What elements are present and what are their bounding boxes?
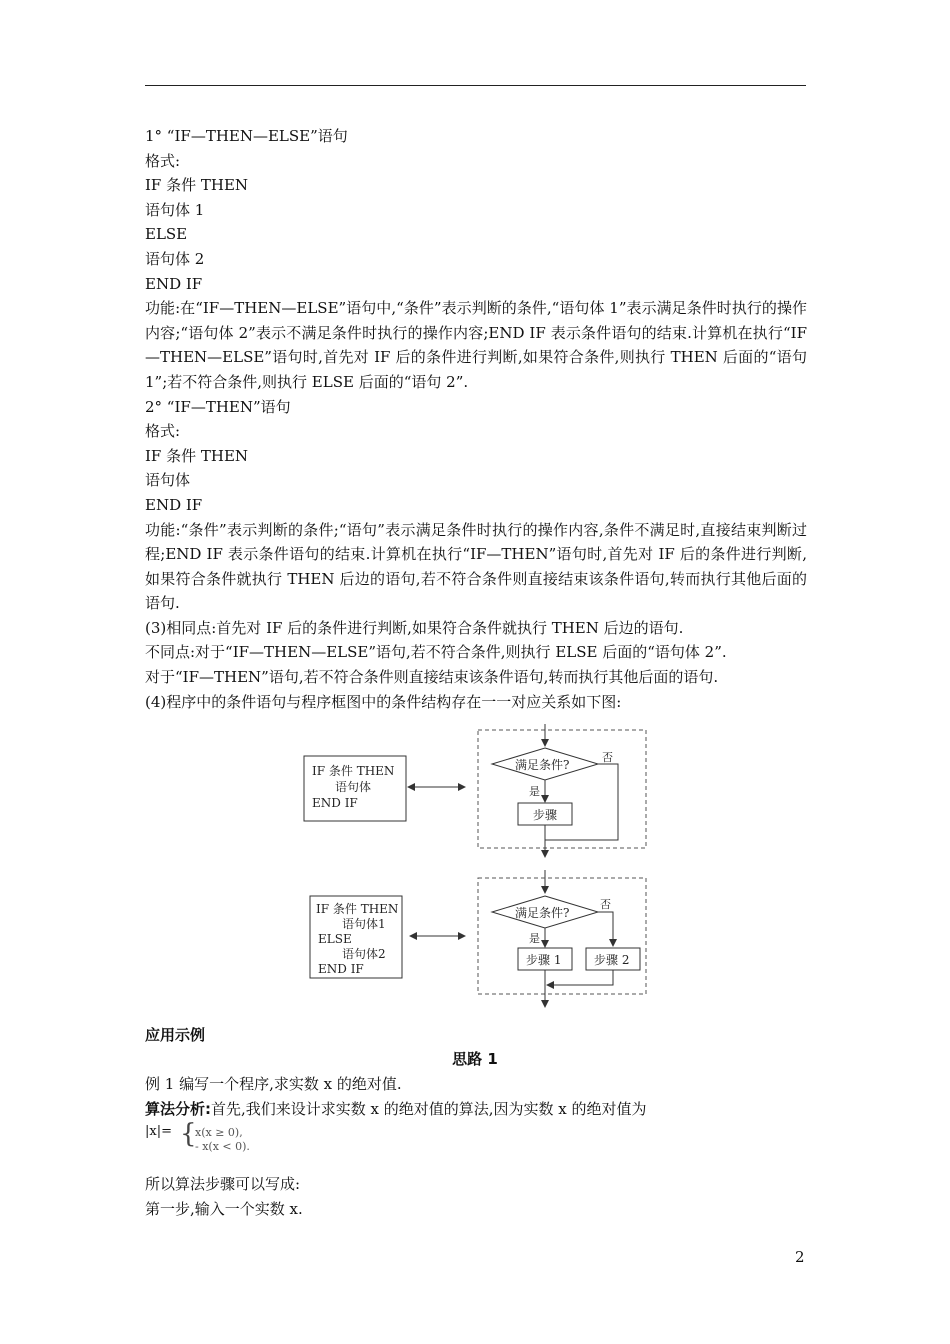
code-box-line: ELSE xyxy=(318,932,352,946)
text-line: (3)相同点:首先对 IF 后的条件进行判断,如果符合条件就执行 THEN 后边的语句. xyxy=(145,618,684,637)
text-line: (4)程序中的条件语句与程序框图中的条件结构存在一一对应关系如下图: xyxy=(145,692,622,711)
formula-cases xyxy=(195,1126,250,1154)
no-branch-line xyxy=(598,912,613,946)
section-title: 应用示例 xyxy=(145,1026,206,1044)
code-box-line: END IF xyxy=(312,796,358,810)
decision-label: 满足条件? xyxy=(515,906,570,920)
step1-label: 步骤 1 xyxy=(526,953,562,967)
header-rule xyxy=(145,85,806,86)
formula-brace: { xyxy=(180,1119,197,1149)
code-box-line: 语句体1 xyxy=(342,917,386,931)
flow-frame-dashed xyxy=(478,730,646,848)
formula-lhs: |x|= xyxy=(145,1124,172,1139)
main-content xyxy=(145,124,807,714)
code-box-line: IF 条件 THEN xyxy=(316,902,399,916)
text-line: 1° “IF—THEN—ELSE”语句 xyxy=(145,127,348,145)
code-line: 语句体 xyxy=(145,471,191,490)
code-box-line: 语句体 xyxy=(335,780,372,794)
analysis-line xyxy=(145,1097,807,1122)
code-line: ELSE xyxy=(145,225,188,244)
code-box-line: 语句体2 xyxy=(342,947,386,961)
text-line: 格式: xyxy=(145,422,181,441)
formula-case: - x(x < 0). xyxy=(195,1140,250,1153)
page-number: 2 xyxy=(795,1248,805,1266)
code-line: IF 条件 THEN xyxy=(145,446,249,465)
text-line: 对于“IF—THEN”语句,若不符合条件则直接结束该条件语句,转而执行其他后面的语句. xyxy=(145,668,719,687)
steps-block xyxy=(145,1172,807,1221)
function-paragraph: 功能:在“IF—THEN—ELSE”语句中,“条件”表示判断的条件,“语句体 1”表示满足条件时执行的操作内容;“语句体 2”表示不满足条件时执行的操作内容;END IF 表示条件语句的结束.计算机在执行“IF—THEN—ELSE”语句时,首先对 IF 后的条件进行判断,如果符合条件,则执行 THEN 后面的“语句 1”;若不符合条件,则执行 ELSE 后面的“语句 2”. xyxy=(145,299,807,391)
example-block xyxy=(145,1072,807,1121)
code-line: END IF xyxy=(145,495,203,514)
example-line: 例 1 编写一个程序,求实数 x 的绝对值. xyxy=(145,1075,402,1093)
flow-frame-dashed xyxy=(478,878,646,994)
text-line: 2° “IF—THEN”语句 xyxy=(145,397,291,416)
code-line: 语句体 2 xyxy=(145,249,205,268)
no-label: 否 xyxy=(602,751,613,764)
abs-formula xyxy=(145,1119,250,1153)
analysis-text: 首先,我们来设计求实数 x 的绝对值的算法,因为实数 x 的绝对值为 xyxy=(211,1099,647,1118)
function-paragraph: 功能:“条件”表示判断的条件;“语句”表示满足条件时执行的操作内容,条件不满足时,直接结束判断过程;END IF 表示条件语句的结束.计算机在执行“IF—THEN”语句时,首先对 IF 后的条件进行判断,如果符合条件就执行 THEN 后边的语句,若不符合条件则直接结束该条件语句,转而执行其他后面的语句. xyxy=(145,520,807,613)
analysis-label: 算法分析: xyxy=(145,1099,211,1118)
idea-title: 思路 1 xyxy=(452,1050,498,1068)
code-box-line: END IF xyxy=(318,962,364,976)
decision-label: 满足条件? xyxy=(515,758,570,772)
text-line: 格式: xyxy=(145,151,181,170)
step2-label: 步骤 2 xyxy=(594,953,630,967)
code-line: 语句体 1 xyxy=(145,200,205,219)
flowchart-diagram xyxy=(300,724,652,1010)
no-label: 否 xyxy=(600,898,611,911)
code-line: END IF xyxy=(145,274,203,293)
yes-label: 是 xyxy=(529,785,540,798)
formula-case: x(x ≥ 0), xyxy=(195,1126,243,1139)
text-line: 不同点:对于“IF—THEN—ELSE”语句,若不符合条件,则执行 ELSE 后面的“语句体 2”. xyxy=(145,643,727,662)
code-box-line: IF 条件 THEN xyxy=(312,764,395,778)
text-line: 第一步,输入一个实数 x. xyxy=(145,1199,303,1218)
text-line: 所以算法步骤可以写成: xyxy=(145,1175,301,1193)
code-line: IF 条件 THEN xyxy=(145,176,249,195)
yes-label: 是 xyxy=(529,932,540,945)
step2-merge-line xyxy=(547,970,613,985)
step-label: 步骤 xyxy=(533,808,558,822)
